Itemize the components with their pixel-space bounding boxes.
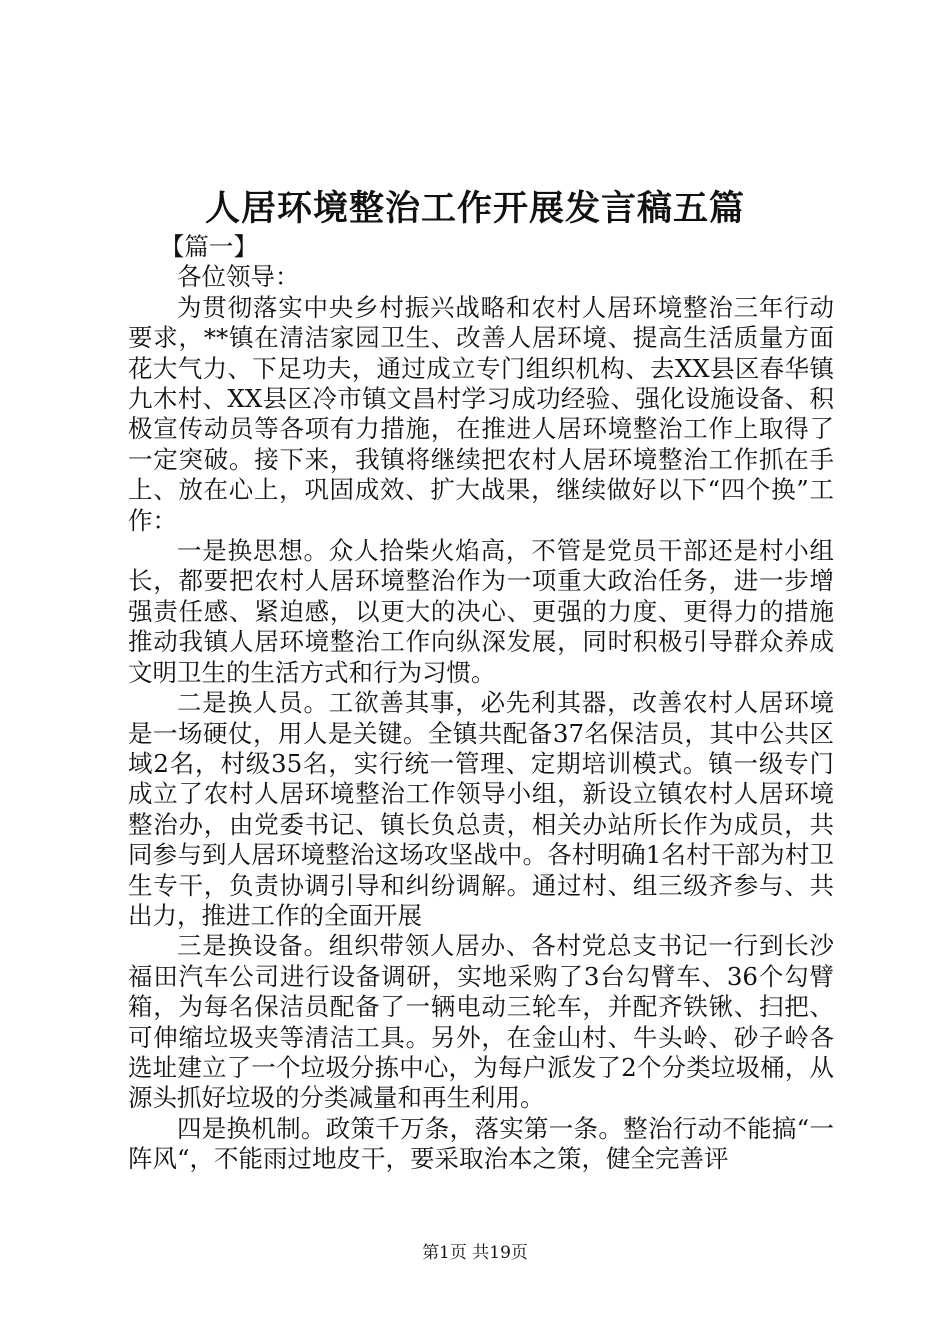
paragraph-mechanism: 四是换机制。政策千万条，落实第一条。整治行动不能搞“一阵风“，不能雨过地皮干，要采取治本之策，健全完善评	[128, 1113, 834, 1174]
document-body	[128, 232, 834, 1175]
paragraph-thinking: 一是换思想。众人拾柴火焰高，不管是党员干部还是村小组长，都要把农村人居环境整治作为一项重大政治任务，进一步增强责任感、紧迫感，以更大的决心、更强的力度、更得力的措施推动我镇人居环境整治工作向纵深发展，同时积极引导群众养成文明卫生的生活方式和行为习惯。	[128, 536, 834, 687]
page-footer: 第1页 共19页	[422, 1243, 528, 1263]
section-label: 【篇一】	[159, 232, 258, 261]
paragraph-intro: 为贯彻落实中央乡村振兴战略和农村人居环境整治三年行动要求，**镇在清洁家园卫生、改善人居环境、提高生活质量方面花大气力、下足功夫，通过成立专门组织机构、去XX县区春华镇九木村、XX县区冷市镇文昌村学习成功经验、强化设施设备、积极宣传动员等各项有力措施，在推进人居环境整治工作上取得了一定突破。接下来，我镇将继续把农村人居环境整治工作抓在手上、放在心上，巩固成效、扩大战果，继续做好以下“四个换”工作：	[128, 292, 834, 535]
paragraph-personnel: 二是换人员。工欲善其事，必先利其器，改善农村人居环境是一场硬仗，用人是关键。全镇共配备37名保洁员，其中公共区域2名，村级35名，实行统一管理、定期培训模式。镇一级专门成立了农村人居环境整治工作领导小组，新设立镇农村人居环境整治办，由党委书记、镇长负总责，相关办站所长作为成员，共同参与到人居环境整治这场攻坚战中。各村明确1名村干部为村卫生专干，负责协调引导和纠纷调解。通过村、组三级齐参与、共出力，推进工作的全面开展	[128, 688, 834, 930]
salutation: 各位领导：	[177, 262, 300, 292]
paragraph-equipment: 三是换设备。组织带领人居办、各村党总支书记一行到长沙福田汽车公司进行设备调研，实地采购了3台勾臂车、36个勾臂箱，为每名保洁员配备了一辆电动三轮车，并配齐铁锹、扫把、可伸缩垃圾夹等清洁工具。另外，在金山村、牛头岭、砂子岭各选址建立了一个垃圾分拣中心，为每户派发了2个分类垃圾桶，从源头抓好垃圾的分类减量和再生利用。	[128, 931, 834, 1113]
document-title: 人居环境整治工作开展发言稿五篇	[204, 188, 745, 229]
